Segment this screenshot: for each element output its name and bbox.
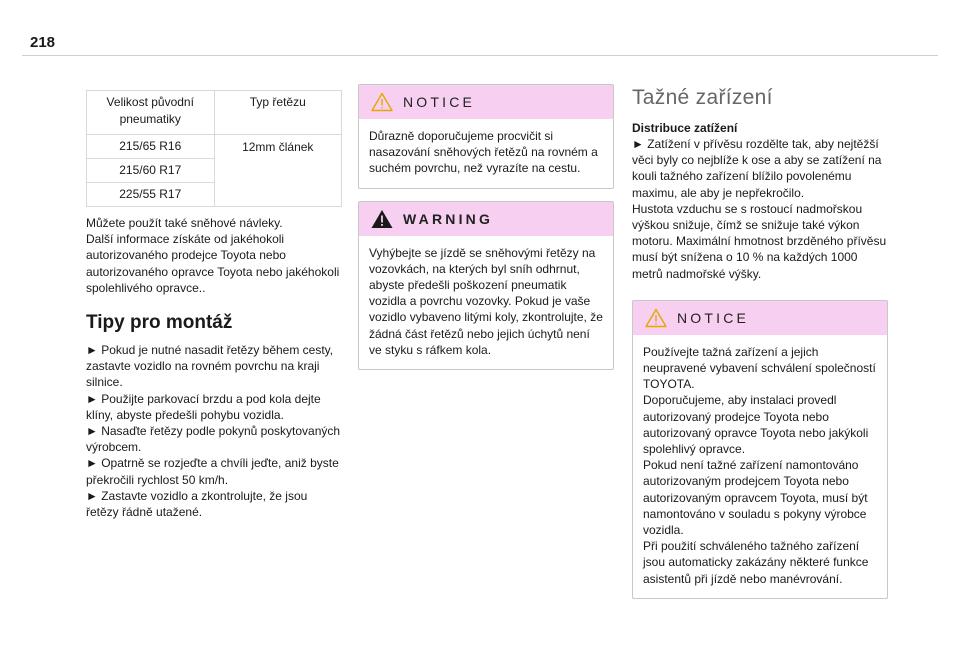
warning-title: WARNING	[403, 210, 494, 227]
list-item: ► Nasaďte řetězy podle pokynů poskytovaných výrobcem.	[86, 424, 341, 455]
section-title-mounting-tips: Tipy pro montáž	[86, 312, 233, 334]
notice-paragraph: Používejte tažná zařízení a jejich neupravené vybavení schválení společností TOYOTA.	[643, 344, 876, 392]
header-divider	[22, 55, 938, 56]
altitude-text: Hustota vzduchu se s rostoucí nadmořskou výškou snižuje, čímž se snižuje také výkon motoru. Maximální hmotnost brzděného přívěsu musí být snížena o 10 % na každých 1000 metrů nadmořské výšky.	[632, 201, 887, 281]
page-number: 218	[30, 34, 56, 51]
table-cell-size: 215/60 R17	[87, 159, 215, 183]
list-item: ► Pokud je nutné nasadit řetězy během cesty, zastavte vozidlo na rovném povrchu na kraji silnice.	[86, 343, 334, 390]
snow-sock-note: Můžete použít také sněhové návleky.	[86, 216, 283, 230]
notice-paragraph: Pokud není tažné zařízení namontováno autorizovaným prodejcem Toyota nebo autorizovaným opravcem Toyota, musí být namontováno v souladu s pokyny výrobce vozidla.	[643, 458, 868, 538]
table-header-tire-size: Velikost původní pneumatiky	[87, 91, 215, 135]
load-distribution-text: ► Zatížení v přívěsu rozdělte tak, aby nejtěžší věci byly co nejblíže k ose a aby se zatížení na kouli tažného zařízení blížilo povolenému maximu, ale aby je nepřekročilo.	[632, 137, 882, 200]
table-cell-chain: 12mm článek	[214, 135, 342, 207]
notice-box-towing	[632, 300, 888, 599]
notice-paragraph: Při použití schváleného tažného zařízení jsou automaticky zakázány některé funkce asistentů při jízdě nebo manévrování.	[643, 539, 869, 586]
list-item: ► Zastavte vozidlo a zkontrolujte, že jsou řetězy řádně utažené.	[86, 488, 308, 520]
table-cell-size: 215/65 R16	[87, 135, 215, 159]
tire-chain-table	[86, 90, 342, 207]
notice-header	[633, 301, 887, 335]
notice-text: Důrazně doporučujeme procvičit si nasazování sněhových řetězů na rovném a suchém povrchu, než vyrazíte na cestu.	[369, 129, 598, 176]
notice-header	[359, 85, 613, 119]
section-title-towing: Tažné zařízení	[632, 86, 773, 109]
warning-triangle-icon	[371, 209, 393, 229]
list-item: ► Opatrně se rozjeďte a chvíli jeďte, aniž byste překročili rychlost 50 km/h.	[86, 456, 339, 487]
notice-title: NOTICE	[403, 94, 476, 110]
right-column	[632, 86, 888, 611]
notice-paragraph: Doporučujeme, aby instalaci provedl autorizovaný prodejce Toyota nebo autorizovaný opravce Toyota nebo jakýkoli spolehlivý opravce.	[643, 393, 869, 457]
notice-box	[358, 84, 614, 189]
mounting-tips-list	[86, 342, 342, 520]
caution-triangle-icon	[645, 308, 667, 328]
table-header-chain-type: Typ řetězu	[214, 91, 342, 135]
left-column	[86, 90, 342, 520]
caution-triangle-icon	[371, 92, 393, 112]
middle-column	[358, 84, 614, 382]
table-cell-size: 225/55 R17	[87, 183, 215, 207]
load-distribution-title: Distribuce zatížení	[632, 121, 738, 135]
warning-text: Vyhýbejte se jízdě se sněhovými řetězy na vozovkách, na kterých byl sníh odhrnut, abyste předešli poškození pneumatik vozidla a povrchu vozovky. Pokud je vaše vozidlo vybaveno litými koly, zkontrolujte, že žádná část řetězů nebo jejich úchytů není ve styku s ráfkem kola.	[369, 245, 603, 357]
warning-header	[359, 202, 613, 236]
notice-title: NOTICE	[677, 309, 750, 326]
warning-box	[358, 201, 614, 370]
list-item: ► Použijte parkovací brzdu a pod kola dejte klíny, abyste předešli pohybu vozidla.	[86, 391, 321, 422]
more-info-note: Další informace získáte od jakéhokoli autorizovaného prodejce Toyota nebo autorizovaného opravce Toyota nebo jakéhokoli spolehlivého opravce..	[86, 232, 340, 295]
